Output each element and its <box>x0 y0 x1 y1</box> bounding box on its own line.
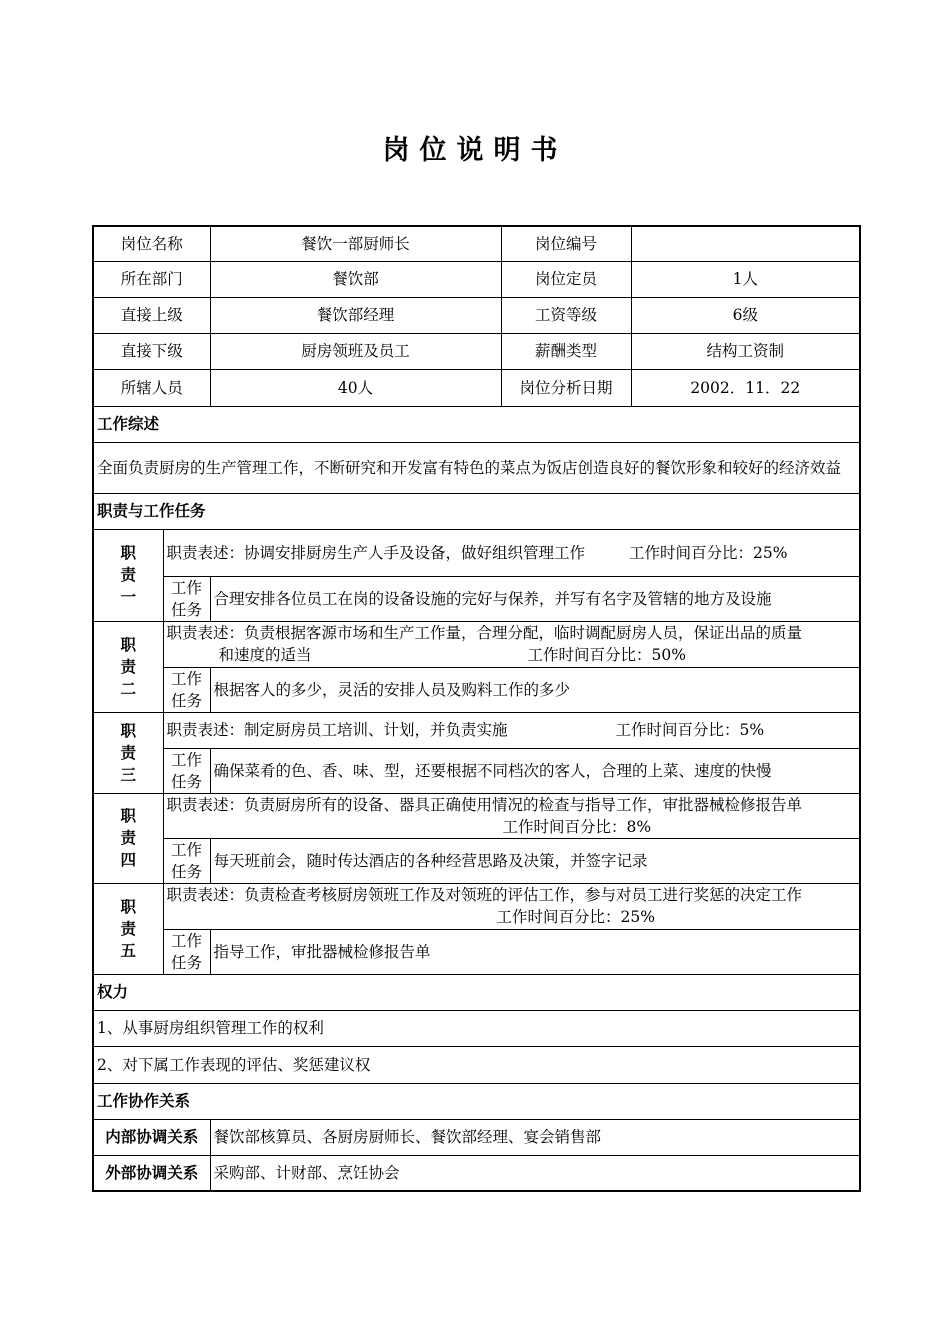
duty-task: 每天班前会，随时传达酒店的各种经营思路及决策，并签字记录 <box>210 838 860 883</box>
internal-relations-row <box>93 1119 860 1155</box>
info-value: 2002．11．22 <box>631 369 860 406</box>
info-label: 岗位定员 <box>501 261 631 297</box>
task-label-text: 工作任务 <box>170 669 202 710</box>
external-relations-value: 采购部、计财部、烹饪协会 <box>210 1155 860 1191</box>
authority-item: 1、从事厨房组织管理工作的权利 <box>93 1010 860 1046</box>
info-value: 厨房领班及员工 <box>210 333 501 369</box>
external-relations-row <box>93 1155 860 1191</box>
duty-task: 确保菜肴的色、香、味、型，还要根据不同档次的客人，合理的上菜、速度的快慢 <box>210 748 860 793</box>
duty-statement-text: 职责表述：负责根据客源市场和生产工作量，合理分配，临时调配厨房人员，保证出品的质量 <box>166 624 803 642</box>
info-value: 40人 <box>210 369 501 406</box>
task-label <box>163 929 210 974</box>
duty-statement-row <box>93 883 860 929</box>
duty-statement <box>163 712 860 748</box>
info-row <box>93 226 860 261</box>
info-row <box>93 333 860 369</box>
duty-statement-row <box>93 712 860 748</box>
info-value: 餐饮部经理 <box>210 297 501 333</box>
task-label-text: 工作任务 <box>170 578 202 619</box>
page-title: 岗位说明书 <box>382 135 568 166</box>
duty-label-text: 职责二 <box>120 635 136 698</box>
duty-task: 合理安排各位员工在岗的设备设施的完好与保养，并写有名字及管辖的地方及设施 <box>210 576 860 621</box>
duty-statement-row <box>93 529 860 576</box>
duty-time-percentage: 工作时间百分比：25% <box>629 543 788 562</box>
task-label <box>163 667 210 712</box>
info-label: 岗位分析日期 <box>501 369 631 406</box>
duty-label-1 <box>93 529 163 621</box>
task-label-text: 工作任务 <box>170 840 202 881</box>
summary-row <box>93 442 860 493</box>
duty-statement-text: 职责表述：负责检查考核厨房领班工作及对领班的评估工作，参与对员工进行奖惩的决定工作 <box>166 886 803 904</box>
info-value <box>631 226 860 261</box>
duty-time-percentage: 工作时间百分比：50% <box>527 646 686 664</box>
authority-row <box>93 1010 860 1046</box>
duty-task-row <box>93 838 860 883</box>
duty-label-text: 职责三 <box>120 721 136 784</box>
authority-heading-row <box>93 974 860 1010</box>
external-relations-label: 外部协调关系 <box>93 1155 210 1191</box>
duties-heading: 职责与工作任务 <box>93 493 860 529</box>
duty-statement-continued: 和速度的适当 <box>218 646 312 664</box>
duty-task: 指导工作，审批器械检修报告单 <box>210 929 860 974</box>
relations-heading-row <box>93 1083 860 1119</box>
relations-heading: 工作协作关系 <box>93 1083 860 1119</box>
info-value: 6级 <box>631 297 860 333</box>
info-row <box>93 261 860 297</box>
duty-statement <box>163 793 860 838</box>
info-label: 直接上级 <box>93 297 210 333</box>
task-label <box>163 748 210 793</box>
info-value: 结构工资制 <box>631 333 860 369</box>
summary-heading-row <box>93 406 860 442</box>
summary-text: 全面负责厨房的生产管理工作，不断研究和开发富有特色的菜点为饭店创造良好的餐饮形象和较好的经济效益 <box>93 442 860 493</box>
task-label-text: 工作任务 <box>170 931 202 972</box>
duty-label-4 <box>93 793 163 883</box>
info-label: 岗位名称 <box>93 226 210 261</box>
duty-statement <box>163 883 860 929</box>
duty-statement <box>163 529 860 576</box>
task-label-text: 工作任务 <box>170 750 202 791</box>
duties-heading-row <box>93 493 860 529</box>
duty-task: 根据客人的多少，灵活的安排人员及购料工作的多少 <box>210 667 860 712</box>
duty-task-row <box>93 667 860 712</box>
duty-statement-row <box>93 621 860 667</box>
info-row <box>93 369 860 406</box>
duty-task-row <box>93 576 860 621</box>
authority-row <box>93 1046 860 1083</box>
internal-relations-label: 内部协调关系 <box>93 1119 210 1155</box>
task-label <box>163 576 210 621</box>
duty-label-2 <box>93 621 163 712</box>
duty-time-percentage: 工作时间百分比：8% <box>502 817 652 836</box>
info-label: 岗位编号 <box>501 226 631 261</box>
info-value: 1人 <box>631 261 860 297</box>
duty-statement-text: 职责表述：负责厨房所有的设备、器具正确使用情况的检查与指导工作，审批器械检修报告单 <box>166 795 803 814</box>
summary-heading: 工作综述 <box>93 406 860 442</box>
job-description-table <box>92 225 861 1192</box>
authority-item: 2、对下属工作表现的评估、奖惩建议权 <box>93 1046 860 1083</box>
duty-label-5 <box>93 883 163 974</box>
info-label: 工资等级 <box>501 297 631 333</box>
duty-statement-text: 职责表述：制定厨房员工培训、计划，并负责实施 <box>166 721 508 739</box>
duty-label-text: 职责四 <box>120 807 136 869</box>
duty-task-row <box>93 748 860 793</box>
duty-statement-text: 职责表述：协调安排厨房生产人手及设备，做好组织管理工作 <box>166 543 586 562</box>
task-label <box>163 838 210 883</box>
info-label: 直接下级 <box>93 333 210 369</box>
info-row <box>93 297 860 333</box>
internal-relations-value: 餐饮部核算员、各厨房厨师长、餐饮部经理、宴会销售部 <box>210 1119 860 1155</box>
info-value: 餐饮一部厨师长 <box>210 226 501 261</box>
info-value: 餐饮部 <box>210 261 501 297</box>
duty-task-row <box>93 929 860 974</box>
duty-statement-row <box>93 793 860 838</box>
duty-label-text: 职责一 <box>120 544 136 606</box>
duty-time-percentage: 工作时间百分比：25% <box>496 908 655 926</box>
authority-heading: 权力 <box>93 974 860 1010</box>
info-label: 所在部门 <box>93 261 210 297</box>
duty-label-3 <box>93 712 163 793</box>
duty-time-percentage: 工作时间百分比：5% <box>615 721 765 739</box>
info-label: 薪酬类型 <box>501 333 631 369</box>
info-label: 所辖人员 <box>93 369 210 406</box>
duty-statement <box>163 621 860 667</box>
duty-label-text: 职责五 <box>120 897 136 960</box>
